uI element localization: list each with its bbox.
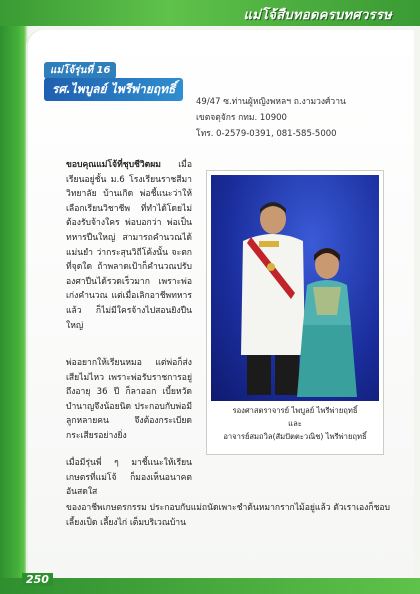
paragraph-1: [66, 158, 192, 333]
address-line-2: เขตจตุจักร กทม. 10900: [196, 113, 287, 123]
caption-line-1: รองศาสตราจารย์ ไพบูลย์ ไพรีพ่ายฤทธิ์: [232, 406, 358, 415]
paragraph-1-body: เมื่อเรียนอยู่ชั้น ม.6 โรงเรียนราชสีมาวิทยาลัย บ้านเกิด พ่อชี้แนะว่าให้เลือกเรียนวิชาชีพ ที่ทำได้โดยไม่ต้องรับจ้างใคร พ่อบอกว่า พ่อเป็นทหารปืนใหญ่ สามารถคำนวณได้แม่นยำ ว่ากระสุนวิถีโค้งนั้น จะตกที่จุดใด ถ้าพลาดเป้าก็คำนวณปรับองศาปืนได้รวดเร็วมาก เพราะพ่อเก่งคำนวณ แต่เมื่อเลิกอาชีพทหารแล้ว ก็ไม่มีใครจ้างไปสอนยิงปืนใหญ่: [66, 160, 192, 331]
paragraph-3: เมื่อมีรุ่นพี่ ๆ มาชี้แนะให้เรียนเกษตรที่แม่โจ้ ก็มองเห็นอนาคตอันสดใส: [66, 458, 192, 498]
bottom-band: [0, 578, 420, 594]
person-name: รศ.ไพบูลย์ ไพรีพ่ายฤทธิ์: [44, 78, 183, 101]
paragraph-1-lead: ขอบคุณแม่โจ้ที่ชุบชีวิตผม: [66, 160, 161, 170]
paragraph-2: พ่ออยากให้เรียนหมอ แต่พ่อก็ส่งเสียไม่ไหว เพราะพ่อรับราชการอยู่ถึงอายุ 36 ปี ก็ลาออก เบี้ยหวัดบำนาญจึงน้อยนิด ประกอบกับพ่อมีลูกหลายคน จึงต้องกระเบียดกระเสียรอย่างยิ่ง: [66, 358, 192, 441]
couple-photo-illustration: [211, 175, 379, 401]
caption-line-2: และ: [288, 419, 302, 428]
caption-line-3: อาจารย์สมถวิล(สัมปัตตะวณิช) ไพรีพ่ายฤทธิ์: [223, 432, 367, 441]
photo-frame: [206, 170, 384, 406]
photo-caption: [206, 404, 384, 455]
generation-label: แม่โจ้รุ่นที่ 16: [44, 62, 116, 79]
page-number: 250: [22, 573, 53, 586]
couple-photo: [211, 175, 379, 401]
phone-line: โทร. 0-2579-0391, 081-585-5000: [196, 129, 337, 139]
header-title: แม่โจ้สืบทอดครบทศวรรษ: [243, 8, 392, 23]
header-band: [0, 0, 420, 26]
contact-info: [196, 94, 396, 142]
paragraph-3-continued: ของอาชีพเกษตรกรรม ประกอบกับแม่ถนัดเพาะชำต้นหมากรากไม้อยู่แล้ว ตัวเราเองก็ชอบเลี้ยงเป็ด เลี้ยงไก่ เต็มบริเวณบ้าน: [66, 503, 391, 528]
address-line-1: 49/47 ซ.ท่านผู้หญิงพหลฯ ถ.งามวงศ์วาน: [196, 97, 346, 107]
